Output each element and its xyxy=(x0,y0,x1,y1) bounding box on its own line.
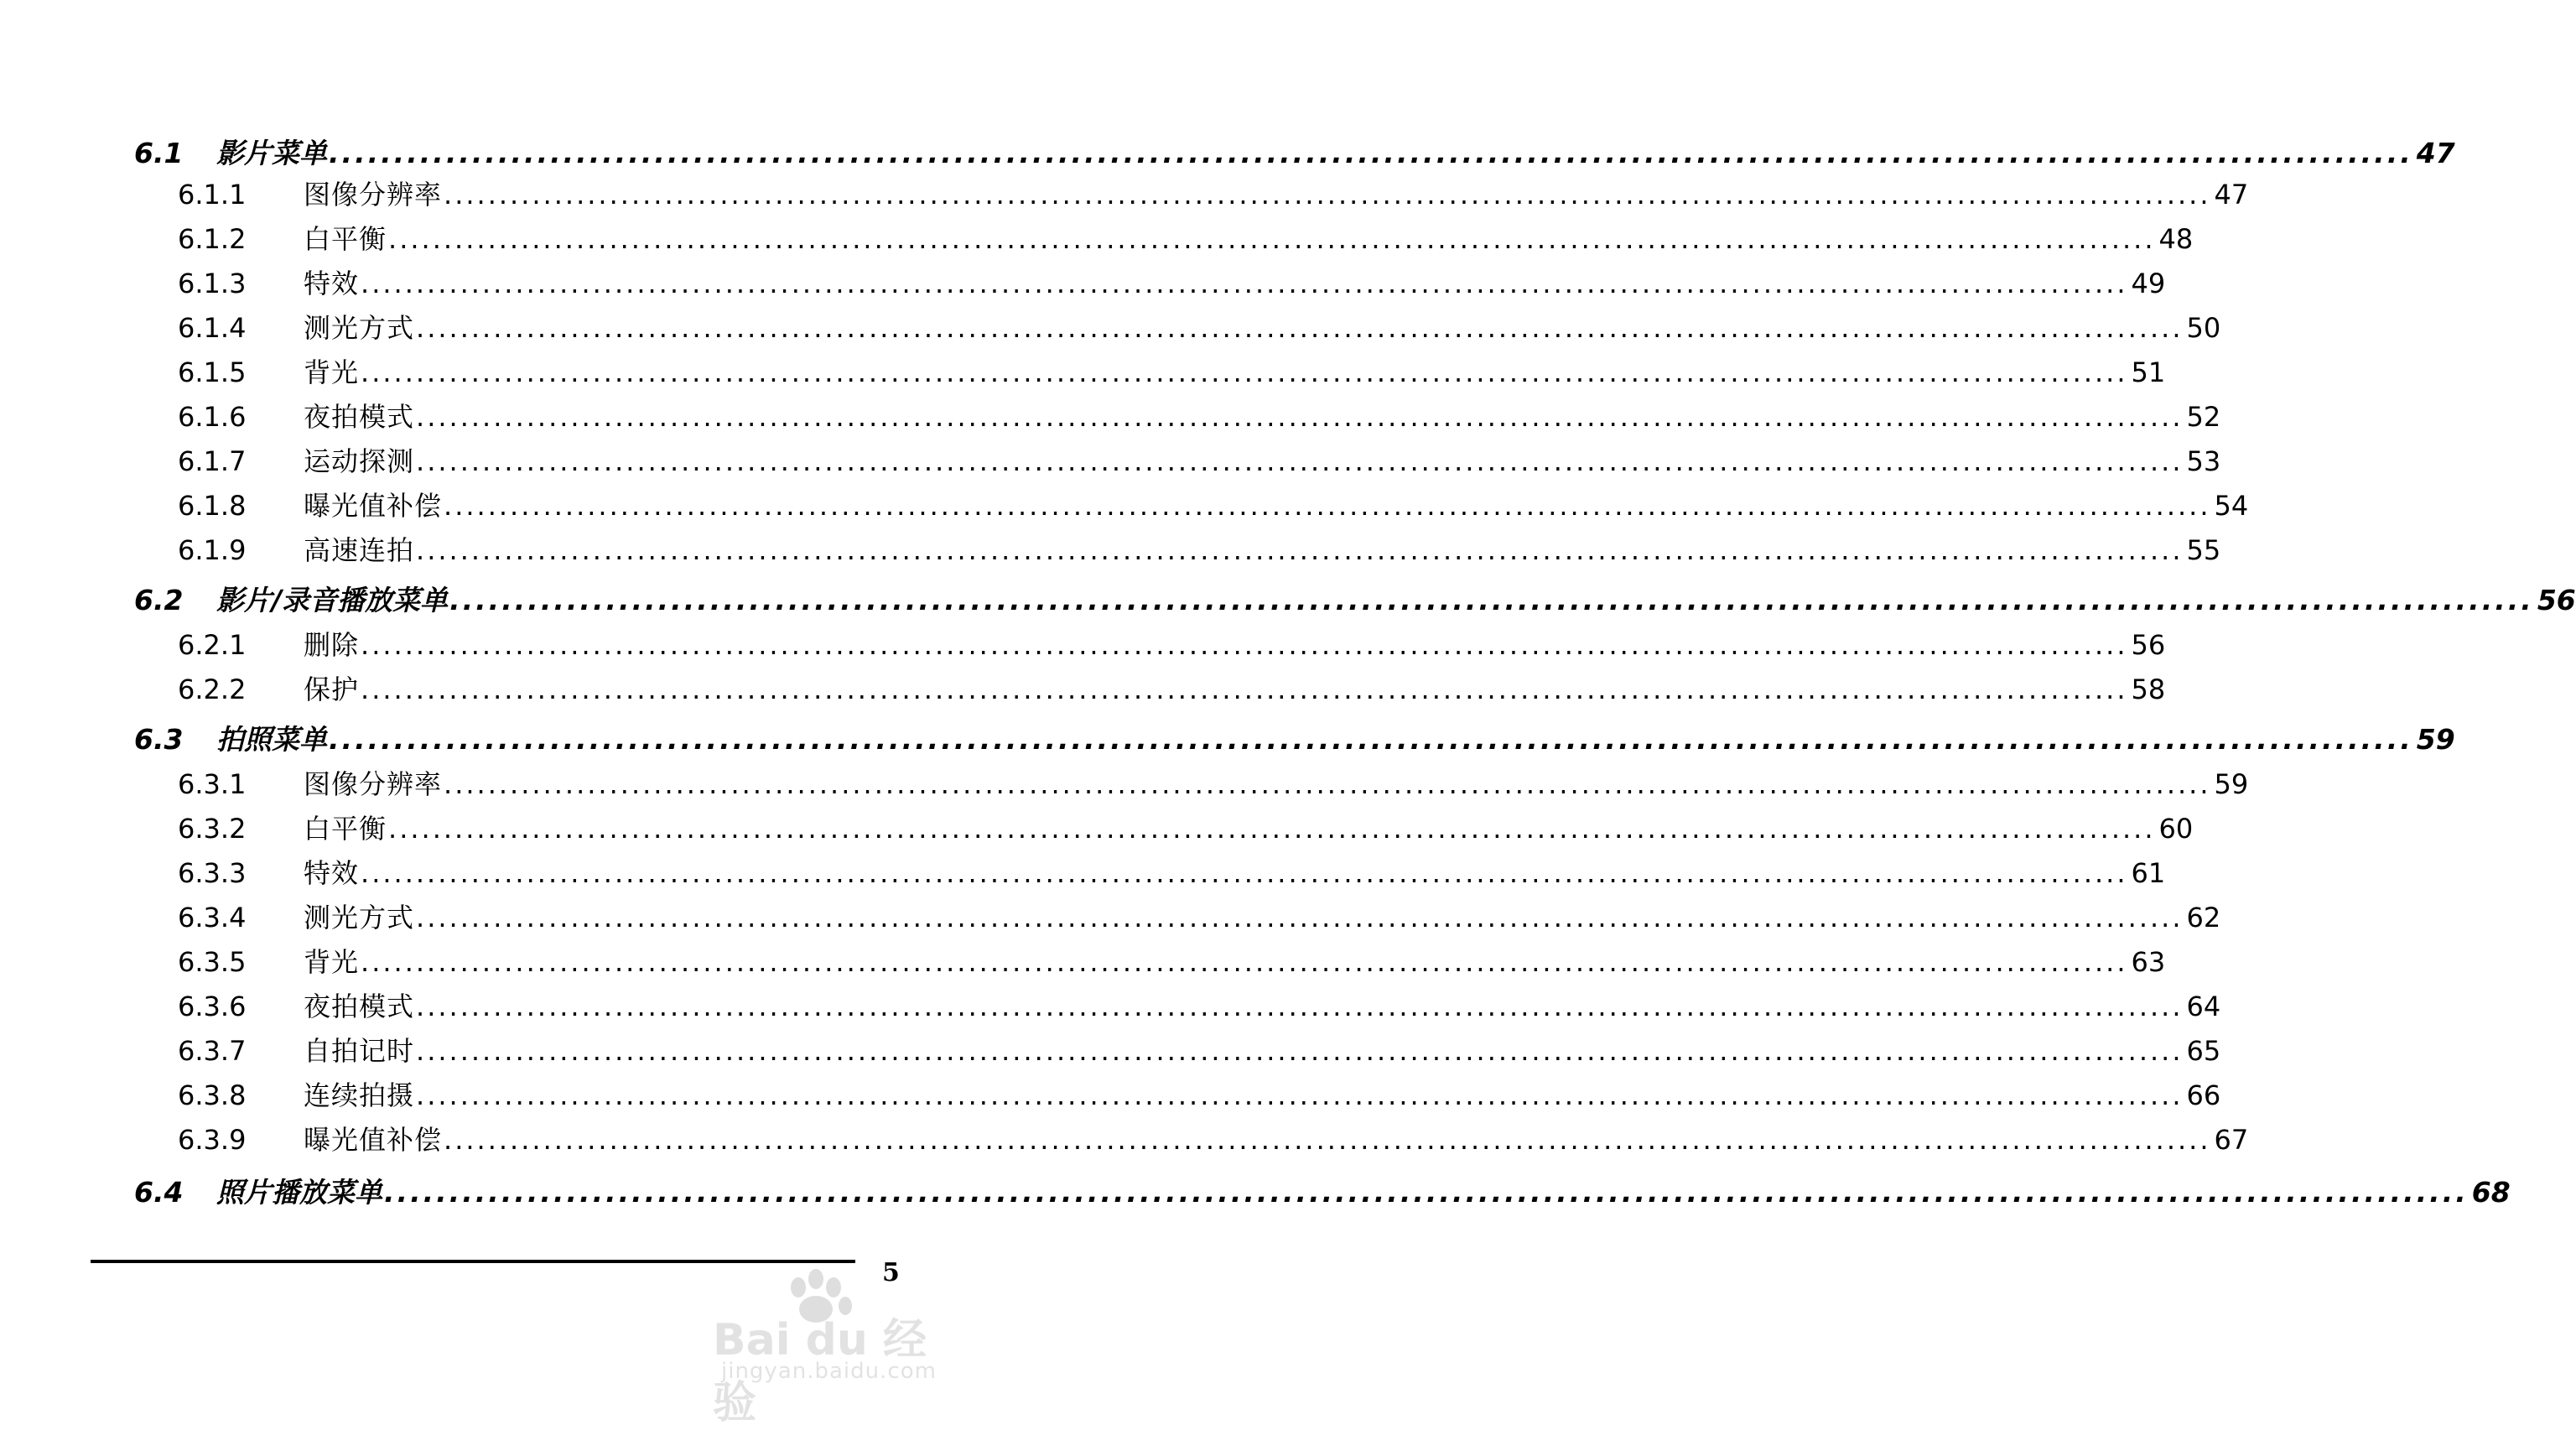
dot-leader: ................................................................................................................................................................ xyxy=(416,991,2184,1022)
page-ref: 51 xyxy=(2131,356,2166,388)
page-ref: 58 xyxy=(2131,673,2166,705)
subsection-title: 连续拍摄 xyxy=(304,1079,415,1111)
toc-entry[interactable] xyxy=(134,941,2166,983)
page-ref: 47 xyxy=(2214,179,2249,211)
subsection-title: 夜拍模式 xyxy=(304,401,415,433)
toc-entry[interactable] xyxy=(134,897,2221,939)
dot-leader: ................................................................................................................................................................ xyxy=(361,356,2128,388)
subsection-title: 曝光值补偿 xyxy=(304,490,443,522)
toc-entry[interactable] xyxy=(134,1171,2511,1213)
subsection-number: 6.1.4 xyxy=(178,312,247,344)
dot-leader: ................................................................................................................................................................ xyxy=(416,312,2184,344)
subsection-number: 6.2.1 xyxy=(178,629,247,661)
page-ref: 56 xyxy=(2131,629,2166,661)
subsection-title: 白平衡 xyxy=(304,223,387,255)
toc-entry[interactable] xyxy=(134,263,2166,304)
section-number: 6.2 xyxy=(134,584,184,616)
dot-leader: ................................................................................................................................................................ xyxy=(361,673,2128,705)
page-ref: 59 xyxy=(2416,723,2455,756)
section-number: 6.4 xyxy=(134,1176,184,1209)
page-ref: 66 xyxy=(2186,1079,2221,1111)
subsection-title: 白平衡 xyxy=(304,813,387,845)
section-title: 影片/录音播放菜单 xyxy=(216,584,449,616)
dot-leader: ................................................................................................................................................................ xyxy=(416,534,2184,566)
subsection-number: 6.1.2 xyxy=(178,223,247,255)
subsection-number: 6.1.6 xyxy=(178,401,247,433)
page-number: 5 xyxy=(882,1258,900,1287)
toc-entry[interactable] xyxy=(134,763,2249,805)
toc-entry[interactable] xyxy=(134,1119,2249,1161)
dot-leader: ................................................................................................................................................................ xyxy=(361,268,2128,299)
subsection-number: 6.1.1 xyxy=(178,179,247,211)
subsection-number: 6.3.4 xyxy=(178,902,247,933)
toc-entry[interactable] xyxy=(134,396,2221,438)
dot-leader: ................................................................................................................................................................ xyxy=(444,490,2211,522)
section-title: 拍照菜单 xyxy=(216,723,327,756)
page-ref: 55 xyxy=(2186,534,2221,566)
subsection-title: 特效 xyxy=(304,268,360,299)
subsection-number: 6.1.3 xyxy=(178,268,247,299)
subsection-title: 图像分辨率 xyxy=(304,179,443,211)
page-ref: 47 xyxy=(2416,137,2455,169)
dot-leader: ................................................................................................................................................................ xyxy=(416,1079,2184,1111)
subsection-title: 夜拍模式 xyxy=(304,991,415,1022)
dot-leader: ................................................................................................................................................................ xyxy=(388,813,2156,845)
subsection-title: 背光 xyxy=(304,946,360,978)
dot-leader: ................................................................................................................................................................ xyxy=(361,629,2128,661)
page-ref: 65 xyxy=(2186,1035,2221,1067)
subsection-title: 运动探测 xyxy=(304,445,415,477)
toc-entry[interactable] xyxy=(134,852,2166,894)
subsection-title: 曝光值补偿 xyxy=(304,1124,443,1156)
subsection-title: 图像分辨率 xyxy=(304,768,443,800)
toc-entry[interactable] xyxy=(134,1074,2221,1116)
section-number: 6.1 xyxy=(134,137,184,169)
page-ref: 50 xyxy=(2186,312,2221,344)
subsection-number: 6.3.2 xyxy=(178,813,247,845)
page-ref: 59 xyxy=(2214,768,2249,800)
toc-entry[interactable] xyxy=(134,1030,2221,1072)
toc-entry[interactable] xyxy=(134,351,2166,393)
subsection-number: 6.3.8 xyxy=(178,1079,247,1111)
toc-entry[interactable] xyxy=(134,579,2576,621)
subsection-number: 6.3.9 xyxy=(178,1124,247,1156)
subsection-number: 6.1.7 xyxy=(178,445,247,477)
page-ref: 56 xyxy=(2537,584,2576,616)
page-ref: 52 xyxy=(2186,401,2221,433)
section-number: 6.3 xyxy=(134,723,184,756)
subsection-number: 6.3.5 xyxy=(178,946,247,978)
dot-leader: ................................................................................................................................................................ xyxy=(444,768,2211,800)
toc-entry[interactable] xyxy=(134,132,2455,174)
subsection-number: 6.3.7 xyxy=(178,1035,247,1067)
subsection-number: 6.1.5 xyxy=(178,356,247,388)
page-ref: 49 xyxy=(2131,268,2166,299)
dot-leader: ................................................................................................................................................................ xyxy=(444,1124,2211,1156)
page-ref: 48 xyxy=(2158,223,2194,255)
dot-leader: ................................................................................................................................................................ xyxy=(329,137,2413,169)
subsection-number: 6.1.8 xyxy=(178,490,247,522)
dot-leader: ................................................................................................................................................................ xyxy=(416,902,2184,933)
subsection-number: 6.2.2 xyxy=(178,673,247,705)
toc-entry[interactable] xyxy=(134,174,2249,216)
page-ref: 53 xyxy=(2186,445,2221,477)
section-title: 影片菜单 xyxy=(216,137,327,169)
dot-leader: ................................................................................................................................................................ xyxy=(444,179,2211,211)
dot-leader: ................................................................................................................................................................ xyxy=(329,723,2413,756)
toc-entry[interactable] xyxy=(134,440,2221,482)
watermark-logo-text: Bai du 经验 xyxy=(713,1315,927,1428)
toc-entry[interactable] xyxy=(134,718,2455,760)
page-ref: 64 xyxy=(2186,991,2221,1022)
page-ref: 67 xyxy=(2214,1124,2249,1156)
toc-entry[interactable] xyxy=(134,668,2166,710)
toc-entry[interactable] xyxy=(134,218,2194,260)
page-ref: 63 xyxy=(2131,946,2166,978)
toc-entry[interactable] xyxy=(134,485,2249,527)
subsection-number: 6.3.6 xyxy=(178,991,247,1022)
subsection-title: 测光方式 xyxy=(304,312,415,344)
subsection-title: 保护 xyxy=(304,673,360,705)
dot-leader: ................................................................................................................................................................ xyxy=(416,1035,2184,1067)
subsection-number: 6.3.1 xyxy=(178,768,247,800)
subsection-title: 高速连拍 xyxy=(304,534,415,566)
dot-leader: ................................................................................................................................................................ xyxy=(416,401,2184,433)
dot-leader: ................................................................................................................................................................ xyxy=(361,857,2128,889)
toc-entry[interactable] xyxy=(134,529,2221,571)
dot-leader: ................................................................................................................................................................ xyxy=(449,584,2534,616)
watermark-url: jingyan.baidu.com xyxy=(721,1359,937,1384)
subsection-title: 删除 xyxy=(304,629,360,661)
subsection-title: 测光方式 xyxy=(304,902,415,933)
toc-entry[interactable] xyxy=(134,624,2166,666)
subsection-number: 6.1.9 xyxy=(178,534,247,566)
toc-entry[interactable] xyxy=(134,307,2221,349)
dot-leader: ................................................................................................................................................................ xyxy=(416,445,2184,477)
page-ref: 62 xyxy=(2186,902,2221,933)
toc-entry[interactable] xyxy=(134,808,2194,850)
subsection-number: 6.3.3 xyxy=(178,857,247,889)
dot-leader: ................................................................................................................................................................ xyxy=(384,1176,2469,1209)
page-ref: 68 xyxy=(2471,1176,2511,1209)
baidu-jingyan-watermark xyxy=(704,1262,956,1428)
page-ref: 61 xyxy=(2131,857,2166,889)
page-ref: 54 xyxy=(2214,490,2249,522)
page-ref: 60 xyxy=(2158,813,2194,845)
toc-entry[interactable] xyxy=(134,985,2221,1027)
section-title: 照片播放菜单 xyxy=(216,1176,382,1209)
subsection-title: 自拍记时 xyxy=(304,1035,415,1067)
subsection-title: 背光 xyxy=(304,356,360,388)
dot-leader: ................................................................................................................................................................ xyxy=(388,223,2156,255)
dot-leader: ................................................................................................................................................................ xyxy=(361,946,2128,978)
subsection-title: 特效 xyxy=(304,857,360,889)
